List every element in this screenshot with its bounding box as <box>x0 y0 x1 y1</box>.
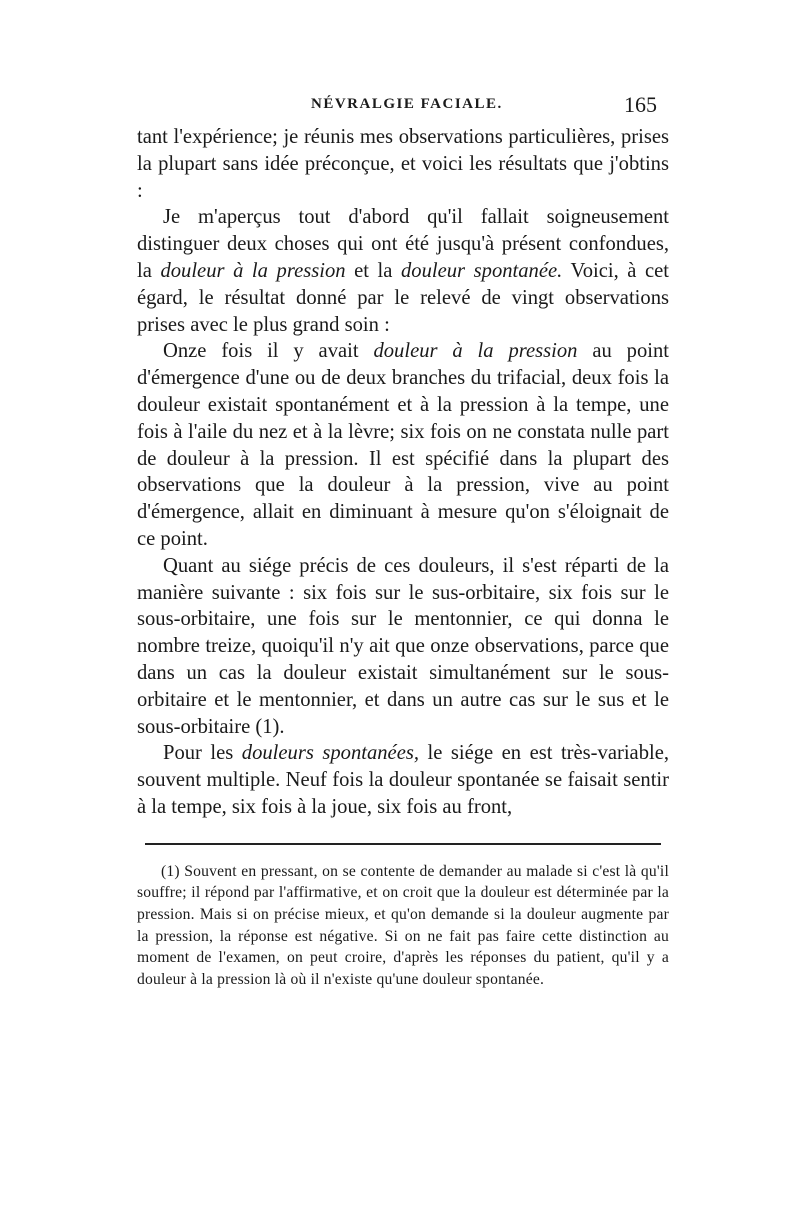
page-number: 165 <box>624 92 657 117</box>
footnote-rule <box>145 843 661 845</box>
paragraph-2-text: Je m'aperçus tout d'abord qu'il fallait soigneusement distinguer deux choses qui ont été jusqu'à présent confondues, la <box>137 206 669 282</box>
paragraph-3-text: Onze fois il y avait <box>163 340 374 363</box>
paragraph-2-italic-term: douleur spontanée. <box>401 259 563 282</box>
paragraph-3-italic-term: douleur à la pression <box>373 340 578 363</box>
paragraph-1: tant l'expérience; je réunis mes observations particulières, prises la plupart sans idée préconçue, et voici les résultats que j'obtins : <box>137 126 669 202</box>
paragraph-2-text: Voici, à cet égard, le résultat donné par le relevé de vingt observations prises avec le plus grand soin : <box>137 259 670 336</box>
book-page <box>137 92 669 1006</box>
running-title: NÉVRALGIE FACIALE. <box>311 96 503 112</box>
paragraph-2 <box>137 204 669 338</box>
paragraph-5-text: Pour les <box>163 742 242 765</box>
paragraph-5 <box>137 740 669 820</box>
body-text <box>137 124 669 821</box>
paragraph-5-text: le siége en est très-variable, souvent multiple. Neuf fois la douleur spontanée se faisait sentir à la tempe, six fois à la joue, six fois au front, <box>137 742 669 818</box>
paragraph-2-italic-term: douleur à la pression <box>160 259 346 282</box>
paragraph-3-text: au point d'émergence d'une ou de deux branches du trifacial, deux fois la douleur existait spontanément et à la pression à la tempe, une fois à l'aile du nez et à la lèvre; six fois on ne constata nulle part de douleur à la pression. Il est spécifié dans la plupart des observations que la douleur à la pression, vive au point d'émergence, allait en diminuant à mesure qu'on s'éloignait de ce point. <box>137 340 669 550</box>
running-head <box>137 92 669 124</box>
paragraph-2-text: et la <box>345 259 401 282</box>
footnote: (1) Souvent en pressant, on se contente de demander au malade si c'est là qu'il souffre; il répond par l'affirmative, et on croit que la douleur est déterminée par la pression. Mais si on précise mieux, et qu'on demande si la douleur augmente par la pression, la réponse est négative. Si on ne fait pas faire cette distinction au moment de l'examen, on peut croire, d'après les réponses du patient, qu'il y a douleur à la pression là où il n'existe qu'une douleur spontanée. <box>137 862 669 988</box>
paragraph-3 <box>137 338 669 552</box>
paragraph-5-italic-term: douleurs spontanées, <box>241 742 419 765</box>
paragraph-4: Quant au siége précis de ces douleurs, il s'est réparti de la manière suivante : six fois sur le sus-orbitaire, six fois sur le sous-orbitaire, une fois sur le mentonnier, ce qui donna le nombre treize, quoiqu'il n'y ait que onze observations, parce que dans un cas la douleur existait simultanément sur le sous-orbitaire et le mentonnier, et dans un autre cas sur le sus et le sous-orbitaire (1). <box>137 554 669 738</box>
